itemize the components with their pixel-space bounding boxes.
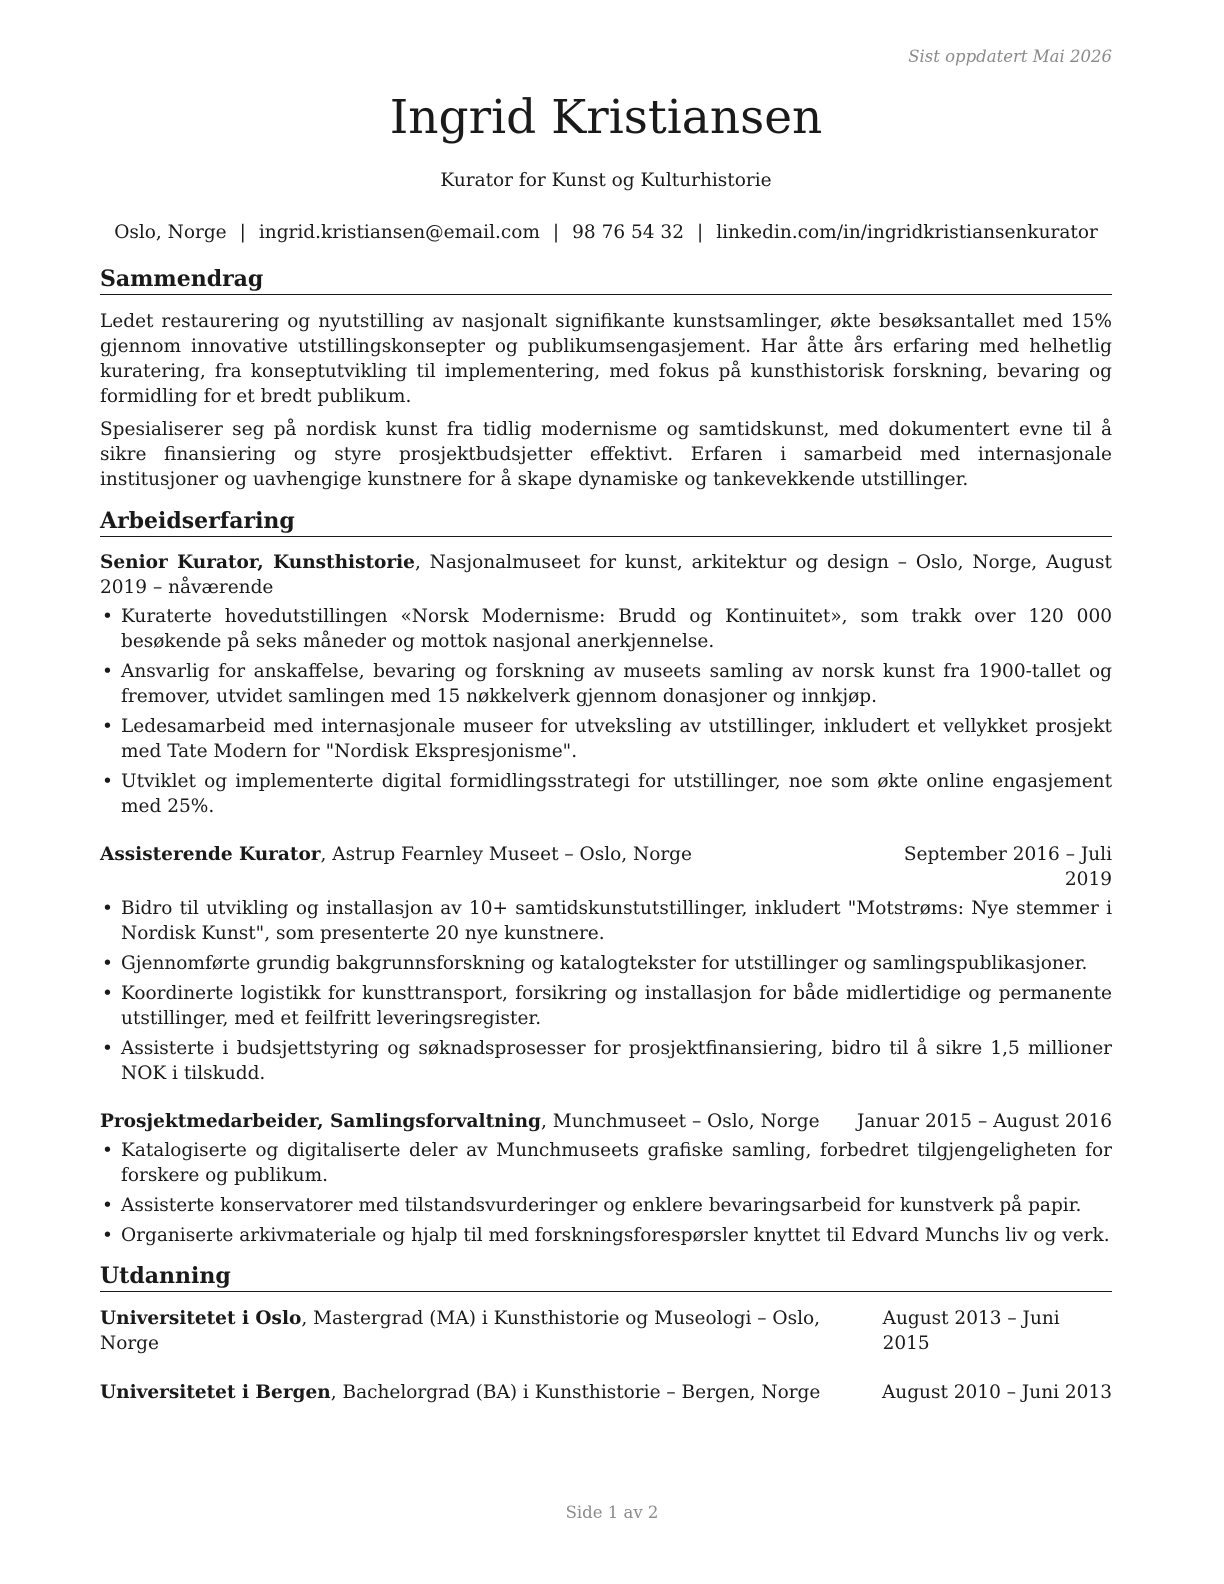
job-bullet: • Utviklet og implementerte digital formidlingsstrategi for utstillinger, noe som økte online engasjement med 25%.: [100, 769, 1112, 819]
job-role: Assisterende Kurator: [100, 844, 321, 865]
job-entry: [100, 842, 1112, 1086]
job-bullet: • Ledesamarbeid med internasjonale museer for utveksling av utstillinger, inkludert et vellykket prosjekt med Tate Modern for "Nordisk Ekspresjonisme".: [100, 714, 1112, 764]
job-header: Senior Kurator, Kunsthistorie, Nasjonalmuseet for kunst, arkitektur og design – Oslo, Norge, August 2019 – nåværende: [100, 552, 1112, 598]
education-degree: , Bachelorgrad (BA) i Kunsthistorie – Bergen, Norge: [330, 1382, 821, 1403]
job-bullet: • Kuraterte hovedutstillingen «Norsk Modernisme: Brudd og Kontinuitet», som trakk over 120 000 besøkende på seks måneder og mottok nasjonal anerkjennelse.: [100, 604, 1112, 654]
experience-section: [100, 507, 1112, 1248]
contact-phone: 98 76 54 32: [572, 222, 684, 243]
job-bullet: • Katalogiserte og digitaliserte deler av Munchmuseets grafiske samling, forbedret tilgjengeligheten for forskere og publikum.: [100, 1138, 1112, 1188]
page-number: Side 1 av 2: [565, 1503, 659, 1522]
job-role: Senior Kurator, Kunsthistorie: [100, 552, 415, 573]
job-org: , Nasjonalmuseet for kunst, arkitektur og design – Oslo, Norge: [414, 552, 1032, 573]
job-bullet: • Bidro til utvikling og installasjon av 10+ samtidskunstutstillinger, inkludert "Motstrøms: Nye stemmer i Nordisk Kunst", som presenterte 20 nye kunstnere.: [100, 896, 1112, 946]
job-org: , Munchmuseet – Oslo, Norge: [540, 1111, 820, 1132]
job-bullet: • Assisterte i budsjettstyring og søknadsprosesser for prosjektfinansiering, bidro til å sikre 1,5 millioner NOK i tilskudd.: [100, 1036, 1112, 1086]
job-title: Kurator for Kunst og Kulturhistorie: [440, 170, 772, 191]
job-entry: [100, 1109, 1112, 1248]
education-entry: [100, 1380, 1112, 1405]
person-name: Ingrid Kristiansen: [389, 90, 823, 145]
resume-page: [100, 0, 1112, 1405]
education-entry: [100, 1306, 1112, 1356]
job-bullet: • Ansvarlig for anskaffelse, bevaring og forskning av museets samling av norsk kunst fra 1900-tallet og fremover, utvidet samlingen med 15 nøkkelverk gjennom donasjoner og innkjøp.: [100, 659, 1112, 709]
job-dates: August 2019 – nåværende: [100, 552, 1112, 598]
contact-separator: |: [696, 222, 704, 243]
section-heading-summary: Sammendrag: [100, 265, 1112, 295]
summary-paragraph: Ledet restaurering og nyutstilling av nasjonalt signifikante kunstsamlinger, økte besøksantallet med 15% gjennom innovative utstillingskonsepter og publikumsengasjement. Har åtte års erfaring med helhetlig kuratering, fra konseptutvikling til implementering, med fokus på kunsthistorisk forskning, bevaring og formidling for et bredt publikum.: [100, 311, 1112, 407]
job-bullet: • Gjennomførte grundig bakgrunnsforskning og katalogtekster for utstillinger og samlingspublikasjoner.: [100, 951, 1112, 976]
education-dates: August 2010 – Juni 2013: [881, 1382, 1112, 1403]
education-school: Universitetet i Oslo: [100, 1308, 302, 1329]
job-entry: [100, 550, 1112, 819]
education-section: [100, 1262, 1112, 1405]
job-bullets: [100, 896, 1112, 1086]
job-bullets: [100, 1138, 1112, 1248]
education-dates: August 2013 – Juni 2015: [882, 1308, 1060, 1354]
education-school: Universitetet i Bergen: [100, 1382, 331, 1403]
job-dates: Januar 2015 – August 2016: [856, 1111, 1112, 1132]
job-org: , Astrup Fearnley Museet – Oslo, Norge: [320, 844, 692, 865]
contact-email[interactable]: ingrid.kristiansen@email.com: [258, 222, 540, 243]
contact-separator: |: [239, 222, 246, 243]
education-degree: , Mastergrad (MA) i Kunsthistorie og Museologi – Oslo, Norge: [100, 1308, 820, 1354]
job-bullet: • Organiserte arkivmateriale og hjalp til med forskningsforespørsler knyttet til Edvard Munchs liv og verk.: [100, 1223, 1112, 1248]
job-header: [100, 842, 1112, 892]
contact-linkedin[interactable]: linkedin.com/in/ingridkristiansenkurator: [716, 222, 1098, 243]
job-bullets: [100, 604, 1112, 819]
job-header: [100, 1109, 1112, 1134]
section-heading-education: Utdanning: [100, 1262, 1112, 1292]
job-bullet: • Koordinerte logistikk for kunsttransport, forsikring og installasjon for både midlertidige og permanente utstillinger, med et feilfritt leveringsregister.: [100, 981, 1112, 1031]
contact-location: Oslo, Norge: [114, 222, 227, 243]
last-updated: Sist oppdatert Mai 2026: [908, 47, 1112, 66]
job-role: Prosjektmedarbeider, Samlingsforvaltning: [100, 1111, 541, 1132]
job-bullet: • Assisterte konservatorer med tilstandsvurderinger og enklere bevaringsarbeid for kunstverk på papir.: [100, 1193, 1112, 1218]
contact-line: [100, 220, 1112, 245]
section-heading-experience: Arbeidserfaring: [100, 507, 1112, 537]
summary-section: [100, 265, 1112, 492]
job-dates: September 2016 – Juli 2019: [903, 844, 1112, 890]
contact-separator: |: [552, 222, 560, 243]
summary-paragraph: Spesialiserer seg på nordisk kunst fra tidlig modernisme og samtidskunst, med dokumentert evne til å sikre finansiering og styre prosjektbudsjetter effektivt. Erfaren i samarbeid med internasjonale institusjoner og uavhengige kunstnere for å skape dynamiske og tankevekkende utstillinger.: [100, 419, 1112, 490]
